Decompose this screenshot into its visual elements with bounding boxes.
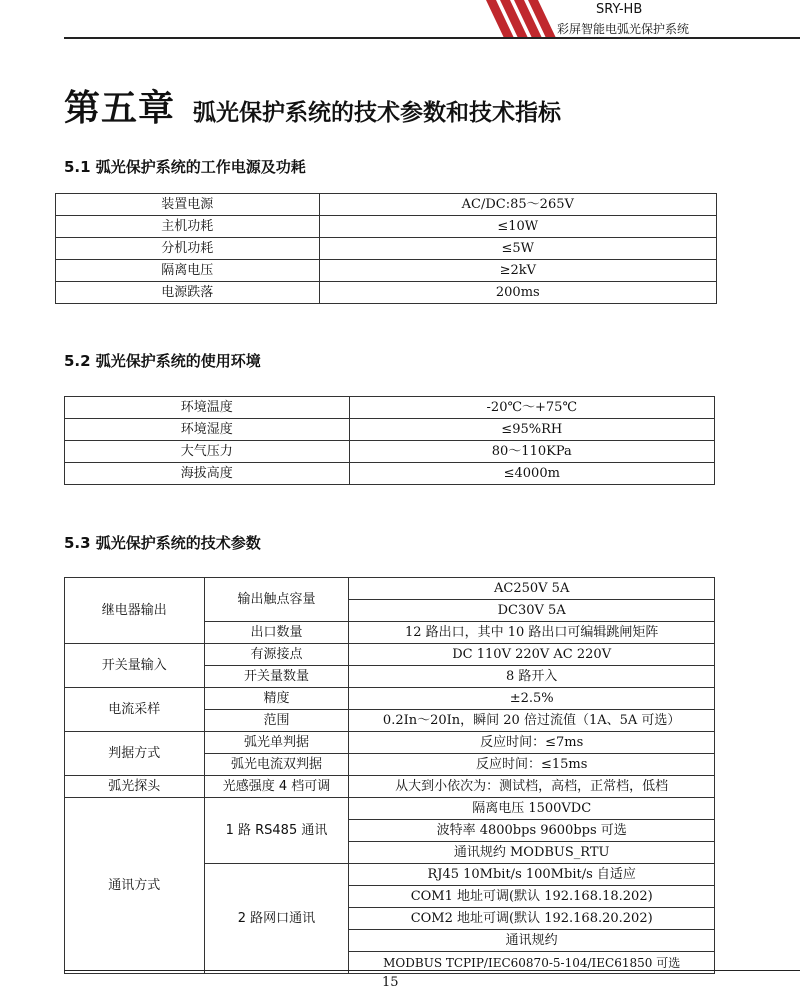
header-product-title: 彩屏智能电弧光保护系统 — [557, 22, 690, 36]
param-value: ≤10W — [319, 216, 716, 238]
table-row — [65, 798, 715, 820]
power-table — [55, 193, 717, 304]
param-value: 通讯规约 MODBUS_RTU — [349, 842, 715, 864]
environment-table — [64, 396, 715, 485]
param-name: 输出触点容量 — [204, 578, 349, 622]
param-value: ≥2kV — [319, 260, 716, 282]
table-row — [65, 776, 715, 798]
param-name: 弧光单判据 — [204, 732, 349, 754]
table-row — [56, 238, 717, 260]
param-name: 电源跌落 — [56, 282, 320, 304]
param-name: 1 路 RS485 通讯 — [204, 798, 349, 864]
param-value: ≤5W — [319, 238, 716, 260]
table-row — [56, 194, 717, 216]
param-value: -20℃～+75℃ — [349, 397, 714, 419]
param-value: RJ45 10Mbit/s 100Mbit/s 自适应 — [349, 864, 715, 886]
table-row — [65, 441, 715, 463]
category-current-sampling: 电流采样 — [65, 688, 205, 732]
param-value: COM1 地址可调(默认 192.168.18.202) — [349, 886, 715, 908]
param-name: 大气压力 — [65, 441, 350, 463]
header-rule — [64, 37, 800, 39]
section-heading-5-3: 5.3 弧光保护系统的技术参数 — [64, 534, 261, 552]
param-value: ±2.5% — [349, 688, 715, 710]
param-name: 装置电源 — [56, 194, 320, 216]
param-value: 从大到小依次为：测试档，高档，正常档，低档 — [349, 776, 715, 798]
param-name: 范围 — [204, 710, 349, 732]
category-switch-input: 开关量输入 — [65, 644, 205, 688]
table-row — [65, 578, 715, 600]
param-name: 弧光电流双判据 — [204, 754, 349, 776]
footer-rule — [64, 970, 800, 971]
param-value: 8 路开入 — [349, 666, 715, 688]
table-row — [56, 216, 717, 238]
header-stripes-decoration — [480, 0, 560, 40]
param-value: ≤95%RH — [349, 419, 714, 441]
param-value: 80～110KPa — [349, 441, 714, 463]
param-value: AC/DC:85～265V — [319, 194, 716, 216]
param-name: 光感强度 4 档可调 — [204, 776, 349, 798]
section-heading-5-2: 5.2 弧光保护系统的使用环境 — [64, 352, 261, 370]
param-name: 环境湿度 — [65, 419, 350, 441]
table-row — [56, 282, 717, 304]
param-value: 隔离电压 1500VDC — [349, 798, 715, 820]
table-row — [65, 732, 715, 754]
chapter-title: 弧光保护系统的技术参数和技术指标 — [193, 100, 562, 126]
param-name: 分机功耗 — [56, 238, 320, 260]
table-row — [56, 260, 717, 282]
header-product-code: SRY-HB — [596, 2, 643, 17]
chapter-heading — [64, 80, 561, 131]
param-value: MODBUS TCPIP/IEC60870-5-104/IEC61850 可选 — [349, 952, 715, 974]
param-value: DC 110V 220V AC 220V — [349, 644, 715, 666]
table-row — [65, 397, 715, 419]
param-name: 2 路网口通讯 — [204, 864, 349, 974]
param-name: 有源接点 — [204, 644, 349, 666]
param-name: 主机功耗 — [56, 216, 320, 238]
param-value: AC250V 5A — [349, 578, 715, 600]
param-name: 精度 — [204, 688, 349, 710]
category-criterion-mode: 判据方式 — [65, 732, 205, 776]
technical-params-table — [64, 577, 715, 974]
param-value: ≤4000m — [349, 463, 714, 485]
param-name: 出口数量 — [204, 622, 349, 644]
chapter-number: 第五章 — [64, 87, 176, 129]
table-row — [65, 419, 715, 441]
table-row — [65, 463, 715, 485]
category-arc-probe: 弧光探头 — [65, 776, 205, 798]
param-value: 200ms — [319, 282, 716, 304]
category-communication: 通讯方式 — [65, 798, 205, 974]
param-value: 反应时间：≤7ms — [349, 732, 715, 754]
param-name: 环境温度 — [65, 397, 350, 419]
param-value: 波特率 4800bps 9600bps 可选 — [349, 820, 715, 842]
param-value: 反应时间：≤15ms — [349, 754, 715, 776]
param-value: 0.2In～20In，瞬间 20 倍过流值（1A、5A 可选） — [349, 710, 715, 732]
param-value: 12 路出口，其中 10 路出口可编辑跳闸矩阵 — [349, 622, 715, 644]
page-number: 15 — [382, 975, 399, 990]
param-name: 隔离电压 — [56, 260, 320, 282]
section-heading-5-1: 5.1 弧光保护系统的工作电源及功耗 — [64, 158, 306, 176]
param-value: DC30V 5A — [349, 600, 715, 622]
table-row — [65, 688, 715, 710]
param-name: 开关量数量 — [204, 666, 349, 688]
param-value: 通讯规约 — [349, 930, 715, 952]
category-relay-output: 继电器输出 — [65, 578, 205, 644]
param-name: 海拔高度 — [65, 463, 350, 485]
table-row — [65, 644, 715, 666]
param-value: COM2 地址可调(默认 192.168.20.202) — [349, 908, 715, 930]
